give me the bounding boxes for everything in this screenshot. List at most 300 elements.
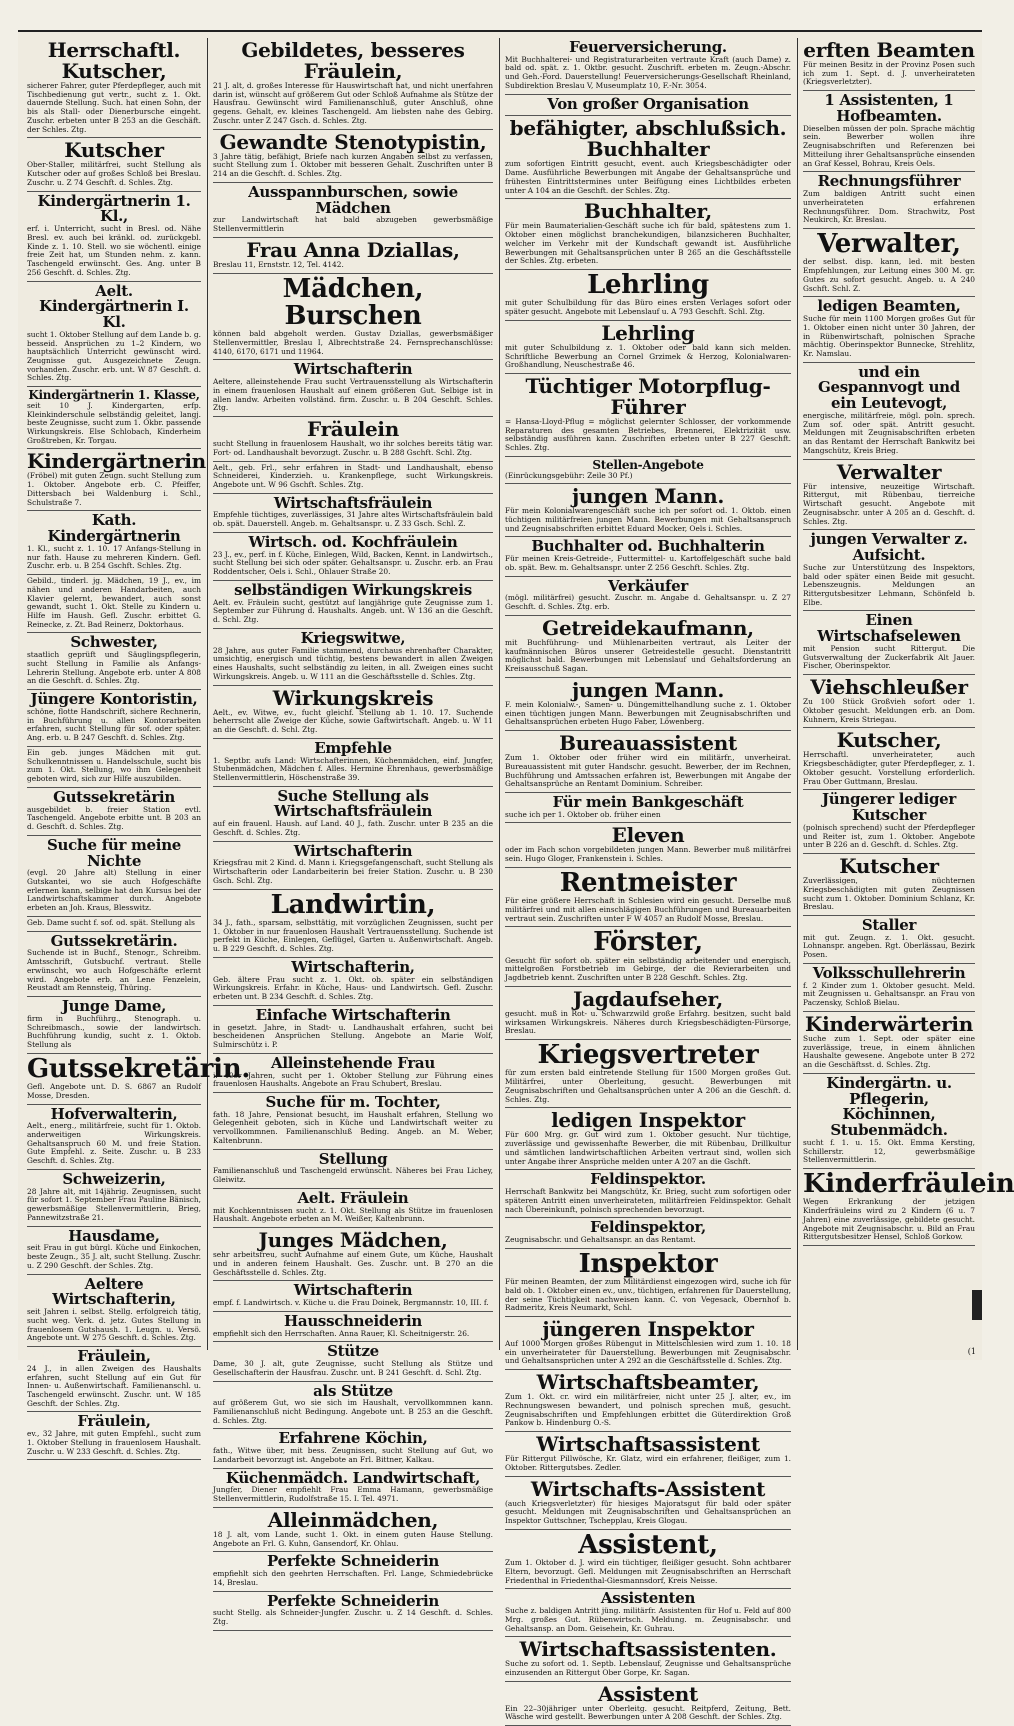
ad-heading: erften Beamten [803,38,975,62]
classified-ad [213,1281,493,1311]
ad-heading: 1 Assistenten, 1 Hofbeamten. [824,91,954,125]
ad-body: mit Buchführung- und Mühlenarbeiten vertraut, als Leiter der kaufmännischen Büros unserer Getreidestelle gesucht. Dienstantritt möglichst bald. Bewerbungen mit Lebenslauf und Gehaltsforderung an Kreisausschuß Sagan. [505,637,791,674]
ad-heading: ledigen Beamten, [817,297,961,316]
classified-ad [505,1317,791,1370]
ad-body: = Hansa-Lloyd-Pflug = möglichst gelernter Schlosser, der vorkommende Reparaturen des gesamten Betriebes, Brennerei, Elektrizität usw. selbständig ausführen kann. Zuschriften erbeten unter B 227 Geschft. Schles. Ztg. [505,417,791,453]
classified-ad [213,1429,493,1468]
ad-body: gesucht. muß in Rot- u. Schwarzwild große Erfahrg. besitzen, sucht bald wirksamen Wirkungskreis. Näheres durch Kriegsbeschädigten-Fürsorge, Breslau. [505,1008,791,1036]
ad-body: Für 600 Mrg. gr. Gut wird zum 1. Oktober gesucht. Nur tüchtige, zuverlässige und gewissenhafte Bewerber, die mit Rübenbau, Drillkultur und sämtlichen landwirtschaftlichen Arbeiten vertraut sind, wollen sich unter Angabe ihrer Ansprüche melden unter A 207 an die Gschft. [505,1130,791,1166]
ad-body: zur Landwirtschaft hat bald abzugeben gewerbsmäßige Stellenvermittlerin [213,215,493,234]
ad-heading: Gebildetes, besseres Fräulein, [241,38,465,83]
ad-heading: Kindergärtn. u. Pflegerin, Köchinnen, Stubenmädch. [826,1073,952,1140]
ad-body: fath., Witwe über, mit bess. Zeugnissen, sucht Stellung auf Gut, wo Landarbeit bevorzugt ist. Angebote an Frl. Bittner, Kalkau. [213,1446,493,1464]
ad-heading: Feldinspektor, [590,1218,706,1237]
classified-ad [213,890,493,958]
ad-heading: Küchenmädch. Landwirtschaft, [225,1468,481,1487]
column-3 [502,38,794,1722]
classified-ad [27,575,201,633]
classified-ad [505,678,791,731]
classified-ad [505,1170,791,1218]
classified-ad [27,449,206,511]
ad-heading: Wirtschaftsassistenten. [519,1637,777,1662]
ad-body: Für mein Baumaterialien-Geschäft suche ich für bald, spätestens zum 1. Oktober einen möglichst branchekundigen, bilanzsicheren Buchhalter, welcher im Verkehr mit der Kundschaft gewandt ist. Ausführliche Bewerbungen mit Gehaltsansprüchen unter B 265 an die Geschäftsstelle der Schles. Ztg. erbeten. [505,221,791,266]
ad-heading: Hausdame, [68,1226,160,1245]
classified-ad [505,537,791,576]
classified-ad [213,1093,493,1150]
newspaper-page [18,30,1014,1722]
ad-body: Zeugnisabschr. und Gehaltsanspr. an das Rentamt. [505,1235,696,1245]
classified-ad [213,581,493,629]
ad-body: sehr arbeitsfreu, sucht Aufnahme auf einem Gute, um Küche, Haushalt und in anderen feinem Haushalt. Ges. Zuschr. unt. B 270 an die Geschäftsstelle d. Schles. Ztg. [213,1250,493,1277]
classified-ad [803,790,975,854]
classified-ad [213,183,493,238]
column-rule [797,38,798,1350]
ad-body: Wegen Erkrankung der jetzigen Kinderfräuleins wird zu 2 Kindern (6 u. 7 Jahren) eine zuverlässige, gebildete gesucht. Angebote mit Zeugnisabschr. u. Bild an Frau Rittergutsbesitzer Hensel, Schloß Gorkow. [803,1197,975,1242]
ad-heading: Jüngerer lediger Kutscher [821,790,957,825]
ad-heading: Wirtschafts-Assistent [530,1476,766,1501]
classified-ad [27,1053,251,1105]
ad-heading: Buchhalter od. Buchhalterin [531,537,765,556]
ad-heading: Assistent, [578,1529,718,1560]
classified-ad [803,530,975,611]
ad-heading: Empfehle [314,738,392,757]
classified-ad [803,363,975,460]
ad-heading: jungen Mann. [571,484,725,509]
ad-heading: jungen Mann. [571,677,725,702]
classified-ad [505,199,791,270]
ad-heading: und ein Gespannvogt und ein Leutevogt, [818,362,960,413]
ad-body: (mögl. militärfrei) gesucht. Zuschr. m. Angabe d. Gehaltsanspr. u. Z 27 Geschft. d. Schles. Ztg. erb. [505,593,791,612]
ad-heading: Gewandte Stenotypistin, [219,129,487,154]
classified-ad [803,675,975,728]
classified-ad [803,460,975,531]
corner-mark: (1 [967,1347,976,1356]
ad-body: Ein 22–30jähriger unter Oberleitg. gesucht. Reitpferd, Zeitung, Bett. Wäsche wird gestellt. Bewerbungen unter A 208 Geschft. der Schles. Ztg. [505,1703,791,1722]
classified-ad [213,1508,493,1552]
classified-ad [27,38,201,138]
ad-body: (Einrückungsgebühr: Zeile 30 Pf.) [505,470,633,480]
classified-ad [803,1012,975,1074]
classified-ad [803,611,975,675]
ad-body: Zum baldigen Antritt sucht einen unverheirateten erfahrenen Rechnungsführer. Dom. Strachwitz, Post Neukirch, Kr. Breslau. [803,189,975,225]
classified-ad [27,788,201,836]
classified-ad [505,1370,791,1432]
classified-ad [27,836,201,917]
ad-body: Suche für mein 1100 Morgen großes Gut für 1. Oktober einen nicht unter 30 Jahren, der in Rübenwirtschaft, polnischen Sprache mächtig. Oberinspektor Bunnecke, Strehlitz, Kr. Namslau. [803,314,975,358]
classified-ad [27,387,201,449]
ad-heading: Aelt. Kindergärtnerin I. Kl. [39,281,189,332]
ad-heading: Erfahrene Köchin, [278,1429,428,1448]
ad-body: empf. f. Landwirtsch. v. Küche u. die Frau Doinek, Bergmannstr. 10, III. f. [213,1298,489,1308]
ad-body: suche ich per 1. Oktober ob. früher einen [505,809,661,819]
ad-body: zum sofortigen Eintritt gesucht, event. auch Kriegsbeschädigter oder Dame. Ausführliche Bewerbungen mit Angabe der Gehaltsansprüche und frühesten Eintrittstermines unter Beifügung eines Lichtbildes erbeten unter A 104 an die Geschft. der Schles. Ztg. [505,159,791,195]
ad-heading: Lehrling [587,270,709,301]
classified-ad [803,964,975,1012]
classified-ad [27,1412,201,1460]
ad-heading: Für mein Bankgeschäft [552,793,744,811]
ad-body: mit Kochkenntnissen sucht z. 1. Okt. Stellung als Stütze im frauenlosen Haushalt. Angebote erbeten an M. Weißer, Kaltenbrunn. [213,1205,493,1224]
ad-body: Kriegsfrau mit 2 Kind. d. Mann i. Kriegsgefangenschaft, sucht Stellung als Wirtschafterin oder Landarbeiterin bei freier Station. Zuschr. u. B 230 Gsch. Schl. Ztg. [213,858,494,885]
ad-heading: Wirtschaftsbeamter, [536,1370,760,1395]
ad-body: 1. Septbr. aufs Land: Wirtschafterinnen, Küchenmädchen, einf. Jungfer, Stubenmädchen, Mädchen f. Alles. Hermine Ehrenhaus, gewerbsmäßige Stellenvermittlerin, Höschenstraße 39. [213,755,493,782]
ad-body: sicherer Fahrer, guter Pferdepfleger, auch mit Tischbedienung gut vertr., sucht z. 1. Okt. dauernde Stellung. Such. hat einen Sohn, der bis als Stall- oder Dienerbursche eingeht. Zuschr. erbeten unter B 253 an die Geschäft. der Schles. Ztg. [27,81,201,134]
classified-ad [803,91,975,172]
classified-ad [505,1249,791,1317]
ad-heading: Kriegswitwe, [300,628,406,647]
ad-body: sucht Stellg. als Schneider-Jungfer. Zuschr. u. Z 14 Geschft. d. Schles. Ztg. [213,1608,493,1627]
ad-heading: Feuerversicherung. [569,38,727,56]
ad-heading: Kindergärtnerin 1. Kl., [37,191,191,226]
ad-body: (auch Kriegsverletzter) für hiesiges Majoratsgut für bald oder später gesucht. Meldungen mit Zeugnisabschriften und Gehaltsansprüchen an Inspektor Guttschner, Tschepplau, Kreis Glogau. [505,1498,791,1526]
ad-heading: Kath. Kindergärtnerin [47,511,181,546]
classified-ad [213,1469,493,1508]
classified-ad [27,1227,201,1275]
ad-heading: Hofverwalterin, [50,1104,178,1123]
ad-heading: jungen Verwalter z. Aufsicht. [810,530,968,565]
classified-ad [803,854,975,916]
classified-ad [505,868,791,928]
ad-heading: Von großer Organisation [547,94,749,113]
classified-ad [213,958,493,1006]
ad-heading: Perfekte Schneiderin [267,1591,439,1610]
classified-ad [505,270,791,321]
classified-ad [505,484,791,537]
column-1 [24,38,251,1456]
ad-body: 28 Jahre, aus guter Familie stammend, durchaus ehrenhafter Charakter, umsichtig, energisch und tüchtig, bestens bewandert in allen Zweigen eines Haushalts, sucht selbständig zu leiten, in all. Zweigen eines sucht Wirkungskreis. Angeb. u. W 111 an die Geschäftsstelle d. Schles. Ztg. [213,645,493,681]
classified-ad [505,1218,791,1248]
classified-ad [213,238,493,274]
classified-ad [505,38,791,95]
ad-heading: Tüchtiger Motorpflug-Führer [525,374,771,420]
classified-ad [213,1189,493,1228]
ad-heading: Stellen-Angebote [592,457,704,472]
ad-body: Zum 1. Okt. cr. wird ein militärfreier, nicht unter 25 J. alter, ev., im Rechnungswesen bewandert, und polnisch sprechen muß, gesucht. Zeugnisabschriften und Empfehlungen erbittet die Güterdirektion Groß Pankow b. Hindenburg O.-S. [505,1392,791,1428]
ad-body: 1. Kl., sucht z. 1. 10. 17 Anfangs-Stellung in nur fath. Hause zu mehreren Kindern. Gefl. Zuschr. erb. u. B 254 Gschft. Schles. Ztg. [27,543,201,571]
ad-heading: Assistenten [600,1589,696,1608]
classified-ad [213,1552,493,1591]
ad-body: mit Pension sucht Rittergut. Die Gutsverwaltung der Zuckerfabrik Alt Jauer. Fischer, Oberinspektor. [803,643,975,671]
classified-ad [505,116,791,199]
ad-body: mit guter Schulbildung z. 1. Oktober oder bald kann sich melden. Schriftliche Bewerbung an Cornel Grzimek & Herzog, Kolonialwaren-Großhandlung, Neuschestraße 46. [505,342,791,370]
ad-heading: Kindergärtnerin [27,449,206,474]
classified-ad [27,932,201,997]
ad-body: staatlich geprüft und Säuglingspflegerin, sucht Stellung in Familie als Anfangs-Lehrerin Stellung. Angebote erb. unter A 808 an die Geschft. d. Schles. Ztg. [27,650,201,686]
classified-ad [213,494,493,533]
edge-mark [972,1290,982,1320]
classified-ad [213,739,493,787]
ad-heading: selbständigen Wirkungskreis [234,580,472,599]
classified-ad [505,616,791,678]
classified-ad [213,360,493,417]
ad-body: ev., 32 Jahre, mit guten Empfehl., sucht zum 1. Oktober Stellung in frauenlosem Haushalt. Zuschr. u. W 233 Geschft. d. Schles. Ztg. [27,1429,201,1456]
ad-heading: Stütze [327,1342,379,1361]
ad-heading: Volksschullehrerin [812,963,966,982]
ad-heading: Hausschneiderin [284,1311,422,1330]
ad-body: sucht f. 1. u. 15. Okt. Emma Kersting, Schillerstr. 12, gewerbsmäßige Stellenvermittlerin. [803,1137,975,1165]
ad-heading: Aeltere Wirtschafterin, [52,1274,176,1309]
classified-ad [213,130,493,183]
ad-heading: Junge Dame, [61,997,167,1016]
ad-heading: Einen Wirtschafselewen [817,611,961,646]
classified-ad [27,282,201,388]
ad-heading: Einfache Wirtschafterin [255,1005,451,1024]
ad-body: Breslau 11, Ernststr. 12, Tel. 4142. [213,259,344,269]
ad-body: Gefl. Angebote unt. D. S. 6867 an Rudolf Mosse, Dresden. [27,1082,201,1100]
ad-body: mit guter Schulbildung für das Büro eines ersten Verlages sofort oder später gesucht. Angebote mit Lebenslauf u. A 793 Geschft. Schl. Ztg. [505,298,791,317]
ad-body: Aelt., geb. Frl., sehr erfahren in Stadt- und Landhaushalt, ebenso Schneiderei, Kinderzieh. u. Krankenpflege, sucht Wirkungskreis. Angebote unt. W 96 Gschft. Schles. Ztg. [213,462,493,489]
ad-heading: ledigen Inspektor [551,1108,745,1133]
ad-body: Suche zu sofort od. 1. Septb. Lebenslauf, Zeugnisse und Gehaltsansprüche einzusenden an Rittergut Ober Gorpe, Kr. Sagan. [505,1659,791,1677]
ad-body: empfiehlt sich den Herrschaften. Anna Rauer, Kl. Scheitnigerstr. 26. [213,1328,470,1338]
classified-ad [505,987,791,1040]
ad-heading: Wirtschaftsassistent [536,1432,760,1457]
ad-body: Dame, 30 J. alt, gute Zeugnisse, sucht Stellung als Stütze und Gesellschafterin der Hausfrau. Zuschr. unt. B 241 Geschft. d. Schl. Ztg. [213,1359,493,1377]
ad-body: energische, militärfreie, mögl. poln. sprech. Zum sof. oder spät. Antritt gesucht. Meldungen mit Zeugnisabschriften erbeten an das Rentamt der Herrschaft Bankwitz bei Mangschütz, Kreis Brieg. [803,410,975,455]
classified-ad [505,1589,791,1637]
classified-ad [213,1228,493,1281]
ad-body: 3 Jahre tätig, befähigt, Briefe nach kurzen Angaben selbst zu verfassen, sucht Stellung zum 1. Oktober mit besseren Gehalt. Zuschriften unter B 214 an die Geschft. d. Schles. Ztg. [213,151,493,179]
ad-body: (Fröbel) mit guten Zeugn. sucht Stellung zum 1. Oktober. Angebote erb. C. Pfeiffer, Dittersbach bei Waldenburg i. Schl., Schulstraße 7. [27,471,201,507]
ad-heading: Förster, [593,927,703,958]
ad-body: Suche zum 1. Sept. oder später eine zuverlässige, treue, in einem ähnlichen Haushalte gewesene. Angebote unter B 272 an die Geschäftsst. d. Schles. Ztg. [803,1033,975,1070]
ad-body: seit Frau in gut bürgl. Küche und Einkochen, beste Zeugn., 35 J. alt, sucht Stellung. Zuschr. u. Z 290 Geschft. der Schles. Ztg. [27,1243,201,1270]
column-2-ads [213,38,493,1631]
ad-body: Zu 100 Stück Großvieh sofort oder 1. Oktober gesucht. Meldungen erb. an Dom. Kuhnern, Kreis Striegau. [803,697,975,724]
ad-body: Gesucht für sofort ob. später ein selbständig arbeitender und energisch, mittelgroßen Forstbetrieb im Gebirge, der die Revierarbeiten und Jagdbetrieb kennt. Zuschriften unter B 228 Geschft. Schles. Ztg. [505,955,791,983]
ad-heading: Kutscher [839,854,939,879]
ad-body: auf größerem Gut, wo sie sich im Haushalt, vervollkommnen kann. Familienanschluß nicht Bedingung. Angebote unt. B 253 an die Geschft. d. Schles. Ztg. [213,1398,493,1425]
ad-body: sucht 1. Oktober Stellung auf dem Lande b. g. besseid. Ansprüchen zu 1–2 Kindern, wo hauptsächlich Unterricht gewünscht wird. Zeugnisse gut. Ausgezeichnete Zeugn. vorhanden. Zuschr. erb. unt. W 87 Geschft. d. Schles. Ztg. [27,329,201,383]
classified-ad [505,823,791,867]
ad-body: (polnisch sprechend) sucht der Pferdepfleger und Reiter ist, zum 1. Oktober. Angebote unter B 226 an d. Geschft. d. Schles. Ztg. [803,822,975,850]
column-3-ads [505,38,791,1726]
ad-heading: Mädchen, Burschen [282,273,424,331]
ad-heading: Fräulein, [77,1347,151,1366]
classified-ad [27,511,201,575]
ad-heading: Kinderwärterin [805,1011,973,1036]
classified-ad [213,1592,493,1631]
classified-ad [505,1682,791,1726]
ad-body: Jungfer, Diener empfiehlt Frau Emma Hamann, gewerbsmäßige Stellenvermittlerin, Rudolfstraße 15. I. Tel. 4971. [213,1485,493,1504]
classified-ad [27,917,201,932]
classified-ad [213,1312,493,1342]
ad-body: sucht Stellung in frauenlosem Haushalt, wo ihr solches bereits tätig war. Fort- od. Landhaushalt bevorzugt. Zuschr. u. B 288 Gschft. Schl. Ztg. [213,439,493,457]
ad-heading: Aelt. Fräulein [297,1188,409,1207]
ad-heading: Junges Mädchen, [258,1228,448,1253]
ad-body: empfiehlt sich den geehrten Herrschaften. Frl. Lange, Schmiedebrücke 14, Breslau. [213,1569,493,1587]
classified-ad [27,690,201,747]
ad-body: firm in Buchführg., Stenograph. u. Schreibmasch., sowie der landwirtsch. Buchführung kundig, sucht z. 1. Oktob. Stellung als [27,1013,201,1050]
ad-body: Suche zur Unterstützung des Inspektors, bald oder später einen Beide mit gesucht. Lebenszeugnis. Meldungen an Rittergutsbesitzer Lehmann, Schönfeld b. Elbe. [803,562,975,607]
classified-ad [213,533,493,581]
classified-ad [803,38,975,91]
ad-body: für zum ersten bald eintretende Stellung für 1500 Morgen großes Gut. Militärfrei, unter Oberleitung, gesucht. Bewerbungen mit Zeugnisabschriften und Gehaltsansprüchen unter A 206 an die Geschft. d. Schles. Ztg. [505,1068,791,1104]
ad-body: Geb. Dame sucht f. sof. od. spät. Stellung als [27,917,195,927]
ad-heading: Kutscher, [836,728,942,753]
ad-body: oder im Fach schon vorgebildeten jungen Mann. Bewerber muß militärfrei sein. Hugo Gloger, Frankenstein i. Schles. [505,845,791,864]
column-4 [800,38,1014,1350]
classified-ad [505,1637,791,1681]
ad-body: Gebild., tinderl. jg. Mädchen, 19 J., ev., im nähen und anderen Handarbeiten, auch Klavier gelernt, bewandert, auch sonst gewandt, sucht 1. Okt. Stelle zu Kindern u. Hilfe im Haush. Gefl. Zuschr. erbittet G. Reinecke, z. Zt. Bad Reinerz, Doktorhaus. [27,576,201,629]
ad-body: 21 J. alt, d. großes Interesse für Hauswirtschaft hat, und nicht unerfahren darin ist, wünscht auf größerem Gut oder Schloß Aufnahme als Stütze der Hausfrau. Gewünscht wird Familienanschluß, guter Anschluß, ohne gegens. Gehalt, ev. kleines Taschengeld. Am liebsten nahe des Gebirg. Zuschr. unter Z 247 Gsch. d. Schles. Ztg. [213,81,493,125]
ad-body: Aelt., energ., militärfreie, sucht für 1. Oktob. anderweitigen Wirkungskreis. Gehaltsanspruch 60 M. und freie Station. Gute Empfehl. z. Seite. Zuschr. u. B 233 Geschft. d. Schles. Ztg. [27,1121,201,1166]
ad-body: 18 J. alt, vom Lande, sucht 1. Okt. in einem guten Hause Stellung. Angebote an Frl. G. Kuhn, Gansendorf, Kr. Ohlau. [213,1529,493,1548]
ad-body: Für eine größere Herrschaft in Schlesien wird ein gesucht. Derselbe muß militärfrei und mit allen einschlägigen Buchführungen und Bureauarbeiten vertraut sein. Zuschriften unter F W 4057 an Rudolf Mosse, Breslau. [505,896,791,923]
ad-heading: Rentmeister [559,867,737,898]
ad-body: Für meinen Kreis-Getreide-, Futtermittel- u. Kartoffelgeschäft suche bald ob. spät. Bew. m. Gehaltsanspr. unter Z 256 Geschft. Schles. Ztg. [505,554,791,572]
column-rule [207,38,208,1350]
ad-body: schöne, flotte Handschrift, sichere Rechnerin, in Buchführung u. allen Kontorarbeiten erfahren, sucht Stellung für sof. oder später. Ang. erb. u. B 247 Geschft. d. Schles. Ztg. [27,706,201,743]
classified-ad [213,274,493,361]
ad-heading: Eleven [611,823,685,848]
ad-heading: Verwalter, [817,229,961,260]
ad-heading: als Stütze [313,1381,393,1400]
ad-body: (evgl. 20 Jahre alt) Stellung in einer Gutskantei, wo sie auch Hofgeschäfte erlernen kann, selbige hat den Kursus bei der Landwirtschaftskammer durch. Angebote erbeten an Joh. Kraus, Blesswitz. [27,868,201,913]
ad-heading: Suche für m. Tochter, [265,1092,441,1111]
ad-body: Zum 1. Oktober oder früher wird ein militärfr., unverheirat. Bureauassistent mit guter Handschr. gesucht. Bewerber, der im Rechnen, Buchführung und Amtssachen erfahren ist, Bewerbungen mit Angabe der Gehaltsansprüche an Rentamt Dominium. Schreiber. [505,753,791,789]
classified-ad [505,793,791,823]
ad-body: 28 Jahre alt, mit 14jährig. Zeugnissen, sucht für sofort 1. September Frau Pauline Bänisch, gewerbsmäßige Stellenvermittlerin, Brieg, Pannewitzstraße 21. [27,1186,201,1222]
ad-body: Für intensive, neuzeitige Wirtschaft. Rittergut, mit Rübenbau, tierreiche Wirtschaft gesucht. Angebote mit Zeugnisabschr. unter A 205 an d. Geschft. d. Schles. Ztg. [803,481,975,526]
ad-body: auf ein frauenl. Haush. auf Land. 40 J., fath. Zuschr. unter B 235 an die Geschft. d. Schles. Ztg. [213,819,493,837]
classified-ad [803,1074,975,1169]
ad-body: Empfehle tüchtiges, zuverlässiges, 31 Jahre altes Wirtschaftsfräulein bald ob. spät. Dauerstell. Angeb. m. Gehaltsanspr. u. Z 33 Gsch. Schl. Z. [213,510,493,529]
classified-ad [27,192,201,282]
ad-heading: Schwester, [70,633,158,652]
ad-body: i. 40er Jahren, sucht per 1. Oktober Stellung zur Führung eines frauenlosen Haushalts. Angebote an Frau Schubert, Breslau. [213,1070,493,1089]
ad-heading: Alleinstehende Frau [271,1053,435,1072]
classified-ad [27,747,201,788]
ad-heading: Wirtschafterin [293,841,413,860]
classified-ad [213,1054,493,1093]
classified-ad [505,321,791,374]
classified-ad [505,577,791,616]
ad-heading: Kutscher [64,138,164,163]
classified-ad [213,1006,493,1054]
ad-heading: Verwalter [836,459,942,484]
ad-heading: jüngeren Inspektor [542,1317,754,1341]
classified-ad [505,1530,791,1590]
ad-body: erf. i. Unterricht, sucht in Bresl. od. Nähe Bresl. ev. auch bei kränkl. od. zurückgebl. Kinde z. 1. 10. Stell. wo sie wöchentl. einige freie Zeit hat, um Stunden nehm. z. kann. Taschengeld erwünscht. Ges. Ang. unter B 256 Geschft. d. Schles. Ztg. [27,224,201,277]
ad-body: fath. 18 Jahre, Pensionat besucht, im Haushalt erfahren, Stellung wo Gelegenheit geboten, sich in Küche und Landwirtschaft weiter zu vervollkommnen. Familienanschluß Beding. Angeb. an M. Weber, Kaltenbrunn. [213,1109,493,1145]
ad-heading: Lehrling [601,320,695,345]
ad-heading: befähigter, abschlußsich. Buchhalter [509,116,787,162]
ad-heading: Ausspannburschen, sowie Mädchen [248,182,458,217]
classified-ad [505,1108,791,1170]
ad-body: 24 J., in allen Zweigen des Haushalts erfahren, sucht Stellung auf ein Gut für Innen- u. Außenwirtschaft. Familienanschl. u. Taschengeld erwünscht. Zuschr. unt. W 185 Geschft. der Schles. Ztg. [27,1363,201,1408]
ad-heading: Gutssekretärin. [27,1053,251,1084]
ad-heading: Suche Stellung als Wirtschaftsfräulein [273,786,433,821]
classified-ad [803,229,975,297]
classified-ad [505,457,791,484]
classified-ad [27,997,201,1054]
ad-body: Zuverlässigen, nüchternen Kriegsbeschädigten mit guten Zeugnissen sucht zum 1. Oktober. Dominium Schlanz, Kr. Breslau. [803,876,975,912]
classified-ad [803,916,975,964]
ad-heading: Getreidekaufmann, [542,615,754,640]
ad-body: Für Rittergut Pillwösche, Kr. Glatz, wird ein erfahrener, fleißiger, zum 1. Oktober. Rittergutsbes. Zedler. [505,1454,791,1472]
ad-heading: Staller [861,915,917,934]
ad-body: der selbst. disp. kann, led. mit besten Empfehlungen, zur Leitung eines 300 M. gr. Gutes zu sofort gesucht. Angeb. u. A 240 Gschft. Schl. Z. [803,257,975,293]
ad-body: Aelt. ev. Fräulein sucht, gestützt auf langjährige gute Zeugnisse zum 1. September zur Führung d. Haushalts. Angeb. unt. W 136 an die Geschft. d. Schl. Ztg. [213,597,493,625]
ad-body: Auf 1000 Morgen großes Rübengut in Mittelschlesien wird zum 1. 10. 18 ein unverheirateter für Dauerstellung. Bewerbungen mit Zeugnisabschr. und Gehaltsansprüchen unter A 292 an die Geschäftsstelle d. Schles. Ztg. [505,1339,791,1366]
classified-ad [505,1432,791,1476]
classified-ad [505,1477,791,1530]
ad-heading: Gutssekretärin [53,787,175,806]
ad-body: mit gut. Zeugn. z. 1. Okt. gesucht. Lohnanspr. angeben. Rgt. Oberlässau, Bezirk Posen. [803,932,975,960]
column-2 [210,38,496,1627]
ad-body: Familienanschluß und Taschengeld erwünscht. Näheres bei Frau Lichey, Gleiwitz. [213,1166,493,1185]
classified-ad [27,138,201,191]
classified-ad [213,686,493,739]
ad-body: Geb. ältere Frau sucht z. 1. Okt. ob. später ein selbständigen Wirkungskreis. Erfahr. in Küche, Haus- und Landwirtsch. Gefl. Zuschr. erbeten unt. B 234 Geschft. d. Schles. Ztg. [213,974,493,1002]
classified-ad [27,633,201,690]
ad-body: können bald abgeholt werden. Gustav Dziallas, gewerbsmäßiger Stellenvermittler, Breslau I, Albrechtstraße 24. Fernsprechanschlüsse: 4140, 6170, 6171 und 11964. [213,329,493,356]
ad-heading: Viehschleußer [810,675,968,700]
ad-body: 23 J., ev., perf. in f. Küche, Einlegen, Wild, Backen, Kennt. in Landwirtsch., sucht Stellung bei sich oder später. Gehaltsanspr. u. Zuschr. erb. an Frau Roddentscher, Oels i. Schl., Ohlauer Straße 20. [213,549,493,577]
ad-heading: Rechnungsführer [817,172,961,191]
ad-body: Aelt., ev. Witwe, ev., fucht gleichf. Stellung ab 1. 10. 17. Suchende beherrscht alle Zweige der Küche, sowie Gaftwirtschaft. Angeb. u. W 11 an die Geschft. d. Schl. Ztg. [213,707,493,735]
ad-heading: Wirtschaftsfräulein [273,493,433,512]
ad-body: Herrschaftl. unverheirateter, auch Kriegsbeschädigter, guter Pferdepfleger, z. 1. Oktober gesucht. Vorstellung erforderlich. Frau Ober Guttmann, Breslau. [803,750,975,786]
ad-body: ausgebildet b. freier Station evtl. Taschengeld. Angebote erbitte unt. B 203 an d. Geschft. d. Schles. Ztg. [27,804,201,832]
ad-body: F. mein Kolonialw.-, Samen- u. Düngemittelhandlung suche z. 1. Oktober einen tüchtigen jungen Mann. Bewerbungen mit Zeugnisabschriften und Gehaltsansprüchen erbeten Hugo Faber, Löwenberg. [505,699,791,727]
ad-body: 34 J., fath., sparsam, selbsttätig, mit vorzüglichen Zeugnissen, sucht per 1. Oktober in nur frauenlosen Haushalt Vertrauensstellung. Suchende ist perfekt in Küche, Einlegen, Geflügel, Garten u. Außenwirtschaft. Angeb. u. B 229 Geschft. d. Schles. Ztg. [213,917,493,954]
classified-ad [27,1170,201,1227]
ad-body: in gesetzt. Jahre, in Stadt- u. Landhaushalt erfahren, sucht bei bescheidenen Ansprüchen Stellung. Angebote an Marie Wolf, Sulmirschütz i. P. [213,1022,493,1050]
ad-heading: Inspektor [578,1248,718,1279]
ad-heading: Herrschaftl. Kutscher, [47,38,181,83]
ad-heading: Wirtschafterin [293,1281,413,1300]
ad-body: Ein geb. junges Mädchen mit gut. Schulkenntnissen u. Handelsschule, sucht bis zum 1. Okt. Stellung, wo ihm Gelegenheit geboten wird, sich zur Hilfe auszubilden. [27,747,201,784]
ad-heading: Wirtsch. od. Kochfräulein [248,532,458,551]
classified-ad [505,731,791,793]
classified-ad [213,462,493,494]
ad-heading: Jüngere Kontoristin, [30,690,198,709]
ad-heading: Bureauassistent [559,731,737,756]
ad-heading: Frau Anna Dziallas, [246,237,460,262]
classified-ad [803,172,975,229]
ad-body: Suchende ist in Buchf., Stenogr., Schreibm. Amtsschrift, Gutsbuchf. vertraut. Stelle erwünscht, wo auch Hofgeschäfte erlernt wird. Angebote erb. an Lene Fenzelein, Reustadt am Rennsteig, Thüring. [27,948,201,993]
classified-ad [213,842,493,890]
classified-ad [27,1105,201,1170]
ad-heading: Wirkungskreis [272,685,434,710]
classified-ad [803,1169,1014,1246]
ad-heading: Wirtschafterin, [291,957,415,976]
ad-heading: Landwirtin, [270,889,436,920]
classified-ad [505,374,791,457]
classified-ad [213,787,493,842]
ad-body: Für meinen Besitz in der Provinz Posen such ich zum 1. Sept. d. J. unverheirateten (Kriegsverletzter). [803,60,975,87]
ad-heading: Kriegsvertreter [537,1040,759,1071]
classified-ad [213,1342,493,1381]
ad-body: Mit Buchhalterei- und Registraturarbeiten vertraute Kraft (auch Dame) z. bald od. spät. z. 1. Oktbr. gesucht. Zuschrift. erbeten m. Zeugn.-Abschr. und Geh.-Ford. Dauerstellung! Feuerversicherungs-Gesellschaft Rheinland, Subdirektion Breslau V, Museumplatz 10, F.-Nr. 3054. [505,54,791,90]
ad-heading: Jagdaufseher, [573,986,723,1011]
classified-ad [27,1275,201,1347]
ad-body: Dieselben müssen der poln. Sprache mächtig sein. Bewerber wollen ihre Zeugnisabschriften und Referenzen bei Mitteilung ihrer Gehaltsansprüche einsenden an Graf Kessel, Bohrau, Kreis Oels. [803,123,975,168]
ad-heading: Wirtschafterin [293,360,413,379]
classified-ad [803,297,975,362]
classified-ad [213,417,493,461]
ad-heading: Buchhalter, [584,199,712,224]
ad-heading: Assistent [598,1681,698,1706]
classified-ad [213,1382,493,1430]
classified-ad [213,629,493,686]
ad-body: f. 2 Kinder zum 1. Oktober gesucht. Meld. mit Zeugnissen u. Gehaltsanspr. an Frau von Paczensky, Schloß Bielau. [803,980,975,1008]
classified-ad [505,95,791,117]
classified-ad [505,927,791,987]
ad-heading: Fräulein, [77,1412,151,1431]
ad-heading: Fräulein [307,417,399,442]
